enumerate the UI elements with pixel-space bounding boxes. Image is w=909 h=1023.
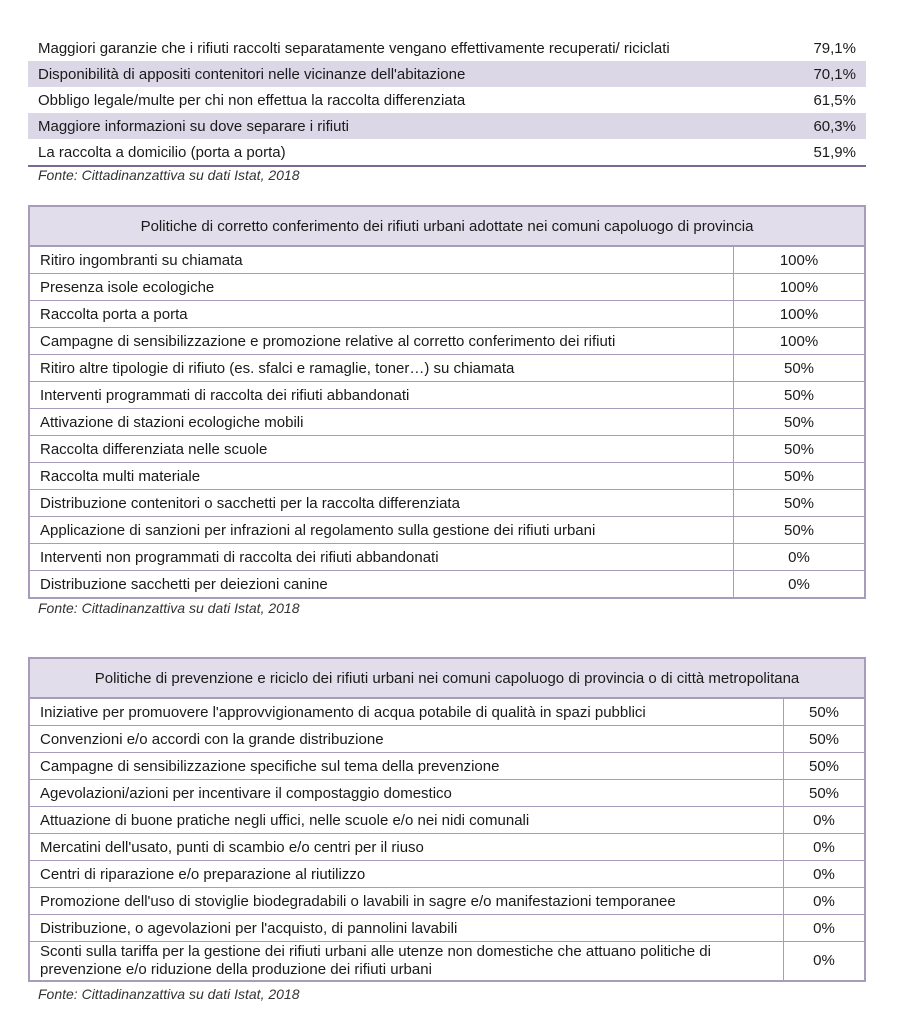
source-note: Fonte: Cittadinanzattiva su dati Istat, 2018	[38, 600, 300, 616]
table-row	[29, 382, 865, 409]
row-value: 100%	[734, 301, 866, 328]
motivations-table	[28, 35, 866, 167]
table-row	[29, 463, 865, 490]
row-label: Centri di riparazione e/o preparazione al riutilizzo	[29, 861, 784, 888]
table-row	[29, 942, 865, 982]
row-value: 60,3%	[756, 113, 866, 139]
row-label: Agevolazioni/azioni per incentivare il compostaggio domestico	[29, 780, 784, 807]
row-label: Mercatini dell'usato, punti di scambio e/o centri per il riuso	[29, 834, 784, 861]
row-value: 50%	[734, 355, 866, 382]
row-label: Convenzioni e/o accordi con la grande distribuzione	[29, 726, 784, 753]
table-row	[29, 915, 865, 942]
row-value: 70,1%	[756, 61, 866, 87]
row-value: 50%	[784, 726, 866, 753]
table-row	[29, 301, 865, 328]
row-label: Campagne di sensibilizzazione e promozione relative al corretto conferimento dei rifiuti	[29, 328, 734, 355]
row-label: Sconti sulla tariffa per la gestione dei rifiuti urbani alle utenze non domestiche che attuano politiche di prevenzione e/o riduzione della produzione dei rifiuti urbani	[29, 942, 784, 982]
row-label: Maggiore informazioni su dove separare i rifiuti	[28, 113, 756, 139]
row-label: Raccolta porta a porta	[29, 301, 734, 328]
row-label: Attuazione di buone pratiche negli uffici, nelle scuole e/o nei nidi comunali	[29, 807, 784, 834]
table-row	[29, 274, 865, 301]
row-label: Iniziative per promuovere l'approvvigionamento di acqua potabile di qualità in spazi pubblici	[29, 698, 784, 726]
row-label: Applicazione di sanzioni per infrazioni al regolamento sulla gestione dei rifiuti urbani	[29, 517, 734, 544]
row-label: Ritiro ingombranti su chiamata	[29, 246, 734, 274]
table-row	[28, 139, 866, 166]
row-value: 50%	[734, 436, 866, 463]
row-label: Distribuzione, o agevolazioni per l'acquisto, di pannolini lavabili	[29, 915, 784, 942]
table-row	[28, 113, 866, 139]
row-label: Distribuzione contenitori o sacchetti per la raccolta differenziata	[29, 490, 734, 517]
row-value: 50%	[784, 780, 866, 807]
table-row	[29, 780, 865, 807]
table-row	[28, 35, 866, 61]
table-row	[29, 246, 865, 274]
row-label: Raccolta multi materiale	[29, 463, 734, 490]
row-label: Interventi non programmati di raccolta dei rifiuti abbandonati	[29, 544, 734, 571]
row-label: Campagne di sensibilizzazione specifiche sul tema della prevenzione	[29, 753, 784, 780]
row-value: 50%	[784, 698, 866, 726]
row-value: 50%	[734, 463, 866, 490]
source-note: Fonte: Cittadinanzattiva su dati Istat, 2018	[38, 986, 300, 1002]
row-label: La raccolta a domicilio (porta a porta)	[38, 143, 286, 161]
row-value: 50%	[734, 382, 866, 409]
table-row	[29, 861, 865, 888]
row-value: 0%	[784, 834, 866, 861]
row-label: Maggiori garanzie che i rifiuti raccolti separatamente vengano effettivamente recuperati/ riciclati	[38, 39, 670, 57]
row-label: Raccolta differenziata nelle scuole	[29, 436, 734, 463]
row-value: 0%	[784, 807, 866, 834]
row-value: 0%	[784, 888, 866, 915]
table-title: Politiche di prevenzione e riciclo dei rifiuti urbani nei comuni capoluogo di provincia o di città metropolitana	[29, 658, 865, 698]
source-note: Fonte: Cittadinanzattiva su dati Istat, 2018	[38, 167, 300, 183]
table-row	[29, 726, 865, 753]
row-value: 0%	[734, 544, 866, 571]
row-label: Distribuzione sacchetti per deiezioni canine	[29, 571, 734, 599]
row-value: 50%	[734, 409, 866, 436]
row-value: 0%	[784, 861, 866, 888]
row-label: Attivazione di stazioni ecologiche mobili	[29, 409, 734, 436]
row-value: 0%	[784, 915, 866, 942]
table-row	[29, 436, 865, 463]
row-value: 61,5%	[813, 91, 856, 109]
row-label: Interventi programmati di raccolta dei rifiuti abbandonati	[29, 382, 734, 409]
row-value: 100%	[734, 274, 866, 301]
conferimento-policies-table	[28, 205, 866, 599]
row-value: 100%	[734, 328, 866, 355]
table-row	[29, 544, 865, 571]
row-value: 50%	[734, 490, 866, 517]
table-row	[29, 328, 865, 355]
table-title: Politiche di corretto conferimento dei rifiuti urbani adottate nei comuni capoluogo di provincia	[29, 206, 865, 246]
table-row	[29, 571, 865, 599]
row-label: Disponibilità di appositi contenitori nelle vicinanze dell'abitazione	[28, 61, 756, 87]
row-value: 50%	[784, 753, 866, 780]
row-label: Ritiro altre tipologie di rifiuto (es. sfalci e ramaglie, toner…) su chiamata	[29, 355, 734, 382]
row-value: 0%	[734, 571, 866, 599]
table-row	[29, 517, 865, 544]
table-row	[29, 490, 865, 517]
table-row	[29, 807, 865, 834]
row-label: Presenza isole ecologiche	[29, 274, 734, 301]
table-row	[29, 888, 865, 915]
row-value: 51,9%	[813, 143, 856, 161]
table-row	[29, 355, 865, 382]
row-value: 79,1%	[813, 39, 856, 57]
row-value: 50%	[734, 517, 866, 544]
table-row	[28, 61, 866, 87]
table-row	[29, 834, 865, 861]
row-label: Promozione dell'uso di stoviglie biodegradabili o lavabili in sagre e/o manifestazioni temporanee	[29, 888, 784, 915]
row-value: 100%	[734, 246, 866, 274]
row-value: 0%	[784, 942, 866, 982]
table-row	[29, 409, 865, 436]
row-label: Obbligo legale/multe per chi non effettua la raccolta differenziata	[38, 91, 466, 109]
table-row	[29, 698, 865, 726]
table-row	[29, 753, 865, 780]
table-row	[28, 87, 866, 113]
prevention-policies-table	[28, 657, 866, 982]
